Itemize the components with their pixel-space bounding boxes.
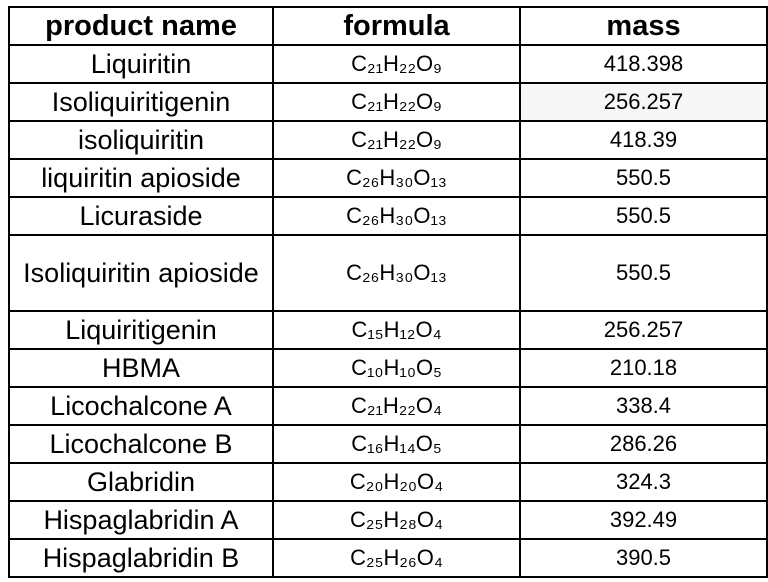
header-row [9,7,767,45]
product-name-cell: HBMA [9,349,273,387]
formula-cell: C₁₆H₁₄O₅ [273,425,520,463]
formula-cell: C₂₁H₂₂O₉ [273,83,520,121]
formula-cell: C₂₆H₃₀O₁₃ [273,159,520,197]
mass-cell: 210.18 [520,349,767,387]
product-name-cell: Liquiritin [9,45,273,83]
mass-cell: 418.398 [520,45,767,83]
table-row [9,463,767,501]
formula-cell: C₁₀H₁₀O₅ [273,349,520,387]
header-mass: mass [520,7,767,45]
formula-cell: C₂₀H₂₀O₄ [273,463,520,501]
mass-cell: 550.5 [520,197,767,235]
product-name-cell: Licuraside [9,197,273,235]
mass-cell: 286.26 [520,425,767,463]
product-name-cell: Glabridin [9,463,273,501]
formula-cell: C₂₁H₂₂O₉ [273,45,520,83]
table-row [9,501,767,539]
table-row [9,539,767,577]
mass-cell: 256.257 [520,83,767,121]
mass-cell: 324.3 [520,463,767,501]
table-row [9,311,767,349]
product-name-cell: Liquiritigenin [9,311,273,349]
header-product-name: product name [9,7,273,45]
mass-cell: 390.5 [520,539,767,577]
mass-cell: 550.5 [520,159,767,197]
product-name-cell: isoliquiritin [9,121,273,159]
formula-cell: C₂₅H₂₈O₄ [273,501,520,539]
mass-cell: 338.4 [520,387,767,425]
product-table [8,6,768,578]
table-row [9,45,767,83]
table-row [9,159,767,197]
table-row [9,349,767,387]
header-formula: formula [273,7,520,45]
formula-cell: C₂₆H₃₀O₁₃ [273,235,520,311]
mass-cell: 418.39 [520,121,767,159]
mass-cell: 550.5 [520,235,767,311]
formula-cell: C₂₅H₂₆O₄ [273,539,520,577]
table-row [9,121,767,159]
table-row [9,425,767,463]
product-name-cell: Isoliquiritigenin [9,83,273,121]
product-name-cell: Isoliquiritin apioside [9,235,273,311]
product-name-cell: Licochalcone B [9,425,273,463]
formula-cell: C₂₁H₂₂O₉ [273,121,520,159]
table-row [9,235,767,311]
mass-cell: 256.257 [520,311,767,349]
table-row [9,387,767,425]
product-name-cell: Hispaglabridin B [9,539,273,577]
formula-cell: C₂₆H₃₀O₁₃ [273,197,520,235]
table-row [9,197,767,235]
product-name-cell: liquiritin apioside [9,159,273,197]
formula-cell: C₂₁H₂₂O₄ [273,387,520,425]
product-name-cell: Hispaglabridin A [9,501,273,539]
formula-cell: C₁₅H₁₂O₄ [273,311,520,349]
mass-cell: 392.49 [520,501,767,539]
table-row [9,83,767,121]
product-name-cell: Licochalcone A [9,387,273,425]
